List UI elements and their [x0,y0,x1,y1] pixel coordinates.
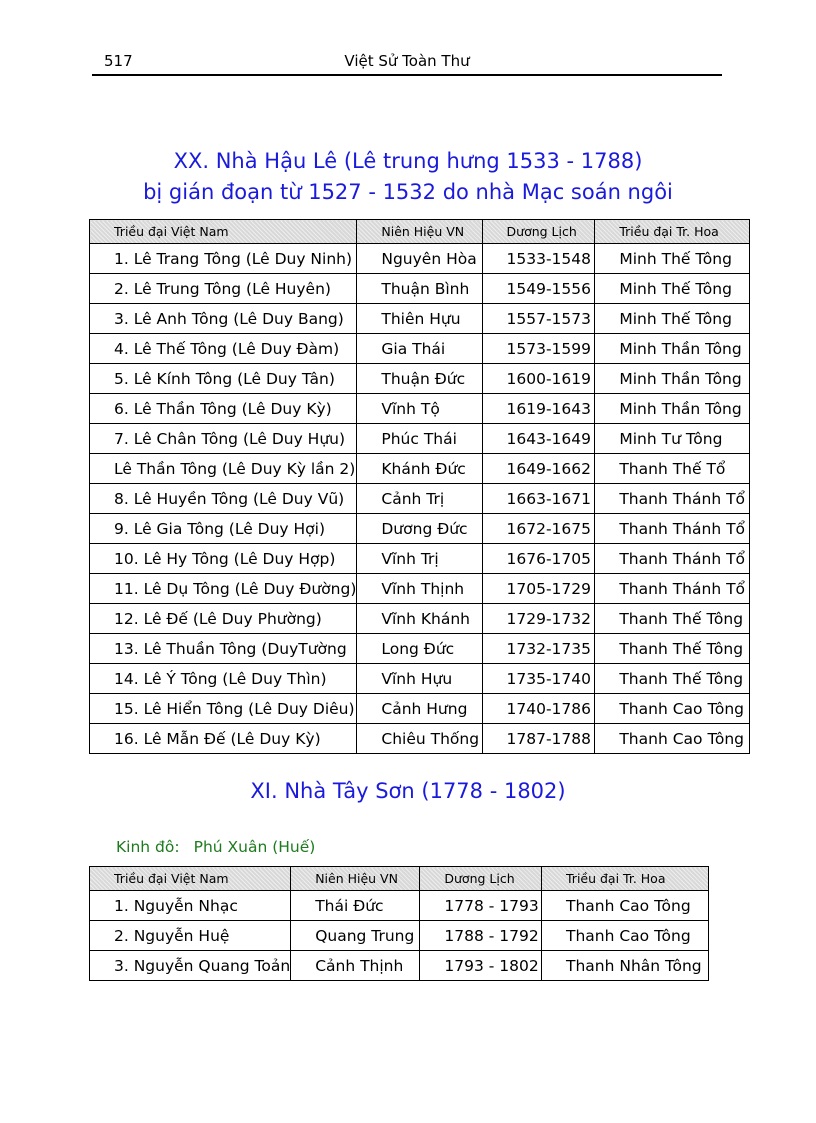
table-cell: Vĩnh Khánh [357,604,482,634]
table-cell: Thanh Cao Tông [595,694,750,724]
table-cell: Quang Trung [291,921,420,951]
column-header: Dương Lịch [482,220,595,244]
table-cell: 1549-1556 [482,274,595,304]
table-cell: Minh Tư Tông [595,424,750,454]
table-cell: 1533-1548 [482,244,595,274]
table-cell: 6. Lê Thần Tông (Lê Duy Kỳ) [90,394,357,424]
table-cell: 1. Nguyễn Nhạc [90,891,291,921]
page-header [92,52,722,76]
table-cell: Vĩnh Hựu [357,664,482,694]
table-cell: 5. Lê Kính Tông (Lê Duy Tân) [90,364,357,394]
table-row [90,921,709,951]
table-cell: 1729-1732 [482,604,595,634]
table-cell: Thanh Thế Tổ [595,454,750,484]
table-row [90,274,750,304]
tay-son-dynasty-table [89,866,709,981]
table-row [90,634,750,664]
table-cell: Thuận Bình [357,274,482,304]
table-cell: 1676-1705 [482,544,595,574]
capital-value: Phú Xuân (Huế) [193,838,316,856]
capital-line [116,838,315,856]
table-cell: Minh Thế Tông [595,274,750,304]
table-cell: 3. Lê Anh Tông (Lê Duy Bang) [90,304,357,334]
table-cell: Thanh Nhân Tông [542,951,709,981]
table-cell: 1787-1788 [482,724,595,754]
table-row [90,544,750,574]
table-cell: Thanh Thế Tông [595,604,750,634]
table-row [90,891,709,921]
table-cell: Thanh Thánh Tổ [595,484,750,514]
table-cell: 16. Lê Mẫn Đế (Lê Duy Kỳ) [90,724,357,754]
table-cell: 1649-1662 [482,454,595,484]
table-cell: 9. Lê Gia Tông (Lê Duy Hợi) [90,514,357,544]
table-cell: Thanh Thánh Tổ [595,514,750,544]
table-cell: Gia Thái [357,334,482,364]
table-cell: Thanh Cao Tông [595,724,750,754]
table-row [90,604,750,634]
table-cell: Minh Thế Tông [595,244,750,274]
table-cell: 1705-1729 [482,574,595,604]
table-cell: 1663-1671 [482,484,595,514]
table-cell: 1643-1649 [482,424,595,454]
table-cell: Thanh Thế Tông [595,664,750,694]
hau-le-dynasty-table [89,219,750,754]
capital-label: Kinh đô: [116,838,180,856]
page-number: 517 [104,52,133,70]
table-cell: Cảnh Thịnh [291,951,420,981]
table-cell: Lê Thần Tông (Lê Duy Kỳ lần 2) [90,454,357,484]
table-row [90,574,750,604]
table-cell: 2. Nguyễn Huệ [90,921,291,951]
table-cell: Minh Thần Tông [595,364,750,394]
table-cell: 1778 - 1793 [420,891,542,921]
table-row [90,334,750,364]
table-row [90,951,709,981]
table-cell: Chiêu Thống [357,724,482,754]
table-cell: 1740-1786 [482,694,595,724]
section2-title: XI. Nhà Tây Sơn (1778 - 1802) [250,779,566,803]
table-cell: Thanh Cao Tông [542,921,709,951]
column-header: Triều đại Việt Nam [90,867,291,891]
table-cell: Thanh Thánh Tổ [595,574,750,604]
table-row [90,724,750,754]
table-cell: 1788 - 1792 [420,921,542,951]
table-cell: Dương Đức [357,514,482,544]
table-cell: 1619-1643 [482,394,595,424]
table-cell: 1573-1599 [482,334,595,364]
table-row [90,514,750,544]
table-cell: Cảnh Hưng [357,694,482,724]
table-cell: 4. Lê Thế Tông (Lê Duy Đàm) [90,334,357,364]
table-row [90,454,750,484]
table-row [90,424,750,454]
table-cell: 14. Lê Ý Tông (Lê Duy Thìn) [90,664,357,694]
table-row [90,664,750,694]
table-cell: 1672-1675 [482,514,595,544]
table-cell: Minh Thế Tông [595,304,750,334]
table-row [90,694,750,724]
column-header: Niên Hiệu VN [357,220,482,244]
table-cell: 11. Lê Dụ Tông (Lê Duy Đường) [90,574,357,604]
table-cell: 1735-1740 [482,664,595,694]
table-row [90,244,750,274]
table-row [90,304,750,334]
section1-title [0,146,816,208]
column-header: Dương Lịch [420,867,542,891]
table-header-row [90,220,750,244]
table-cell: Nguyên Hòa [357,244,482,274]
table-cell: 1557-1573 [482,304,595,334]
table-cell: 13. Lê Thuần Tông (DuyTường [90,634,357,664]
table-header-row [90,867,709,891]
table-cell: 8. Lê Huyền Tông (Lê Duy Vũ) [90,484,357,514]
section1-title-line2: bị gián đoạn từ 1527 - 1532 do nhà Mạc soán ngôi [143,180,673,204]
table-cell: 1732-1735 [482,634,595,664]
column-header: Triều đại Tr. Hoa [542,867,709,891]
table-cell: Khánh Đức [357,454,482,484]
table-cell: 1600-1619 [482,364,595,394]
table-row [90,484,750,514]
table-cell: Thái Đức [291,891,420,921]
table-cell: Thiên Hựu [357,304,482,334]
table-cell: 2. Lê Trung Tông (Lê Huyên) [90,274,357,304]
table-cell: Thanh Thánh Tổ [595,544,750,574]
table-cell: Thuận Đức [357,364,482,394]
table-cell: 1793 - 1802 [420,951,542,981]
table-cell: Vĩnh Tộ [357,394,482,424]
section1-title-line1: XX. Nhà Hậu Lê (Lê trung hưng 1533 - 1788) [173,149,643,173]
table-cell: Thanh Thế Tông [595,634,750,664]
table-cell: Vĩnh Trị [357,544,482,574]
table-cell: 7. Lê Chân Tông (Lê Duy Hựu) [90,424,357,454]
column-header: Triều đại Việt Nam [90,220,357,244]
book-title: Việt Sử Toàn Thư [344,52,470,70]
table-cell: 15. Lê Hiển Tông (Lê Duy Diêu) [90,694,357,724]
table-cell: 12. Lê Đế (Lê Duy Phường) [90,604,357,634]
table-cell: 3. Nguyễn Quang Toản [90,951,291,981]
table-row [90,364,750,394]
table-cell: Minh Thần Tông [595,394,750,424]
table-cell: Cảnh Trị [357,484,482,514]
column-header: Triều đại Tr. Hoa [595,220,750,244]
table-cell: Vĩnh Thịnh [357,574,482,604]
table-cell: Minh Thần Tông [595,334,750,364]
table-cell: Long Đức [357,634,482,664]
table-row [90,394,750,424]
table-cell: Thanh Cao Tông [542,891,709,921]
table-cell: 1. Lê Trang Tông (Lê Duy Ninh) [90,244,357,274]
table-cell: 10. Lê Hy Tông (Lê Duy Hợp) [90,544,357,574]
table-cell: Phúc Thái [357,424,482,454]
column-header: Niên Hiệu VN [291,867,420,891]
